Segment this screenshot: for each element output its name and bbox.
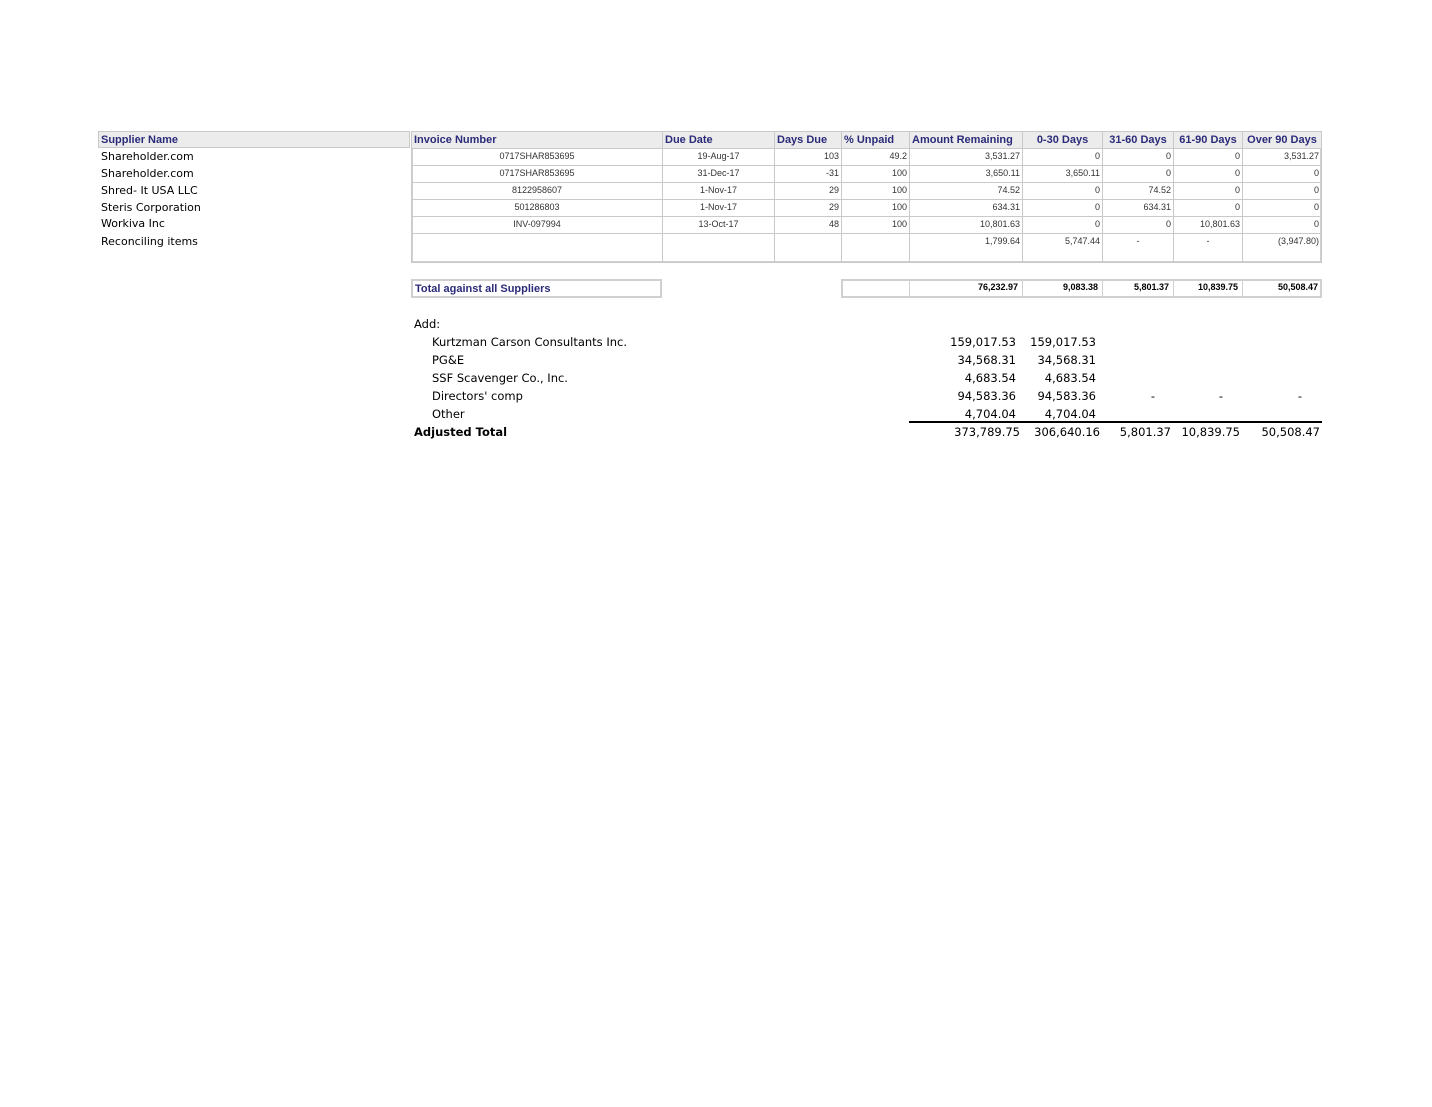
days-due-cell: 29 [774, 183, 841, 200]
adjusted-total-over-90-days: 50,508.47 [1261, 425, 1320, 439]
over-90-days-cell: 0 [1242, 217, 1322, 234]
invoice-number-cell: 501286803 [411, 200, 662, 217]
over-90-days-cell: 0 [1242, 166, 1322, 183]
add-item-days-61-90: - [1218, 389, 1223, 403]
invoice-number-cell: 8122958607 [411, 183, 662, 200]
amount-remaining-cell: 3,650.11 [909, 166, 1022, 183]
total-days-0-30: 9,083.38 [1022, 279, 1102, 298]
adjusted-total-amount: 373,789.75 [954, 425, 1020, 439]
due-date-cell: 1-Nov-17 [662, 200, 774, 217]
total-days-31-60: 5,801.37 [1102, 279, 1173, 298]
add-item-amount: 159,017.53 [950, 335, 1016, 349]
amount-remaining-cell: 634.31 [909, 200, 1022, 217]
add-item-amount: 4,683.54 [964, 371, 1016, 385]
days-31-60-cell: 0 [1102, 217, 1173, 234]
add-item-name: Directors' comp [432, 389, 523, 403]
pct-unpaid-header: % Unpaid [841, 131, 909, 149]
total-suppliers-label: Total against all Suppliers [411, 279, 662, 298]
supplier-name-cell: Shred- It USA LLC [101, 184, 198, 197]
over-90-days-cell: (3,947.80) [1242, 234, 1322, 263]
invoice-number-header: Invoice Number [411, 131, 662, 149]
add-item-over-90-days: - [1297, 389, 1302, 403]
over-90-days-cell: 0 [1242, 183, 1322, 200]
days-0-30-cell: 0 [1022, 183, 1102, 200]
days-61-90-cell: 0 [1173, 166, 1242, 183]
supplier-name-cell: Steris Corporation [101, 201, 201, 214]
amount-remaining-header: Amount Remaining [909, 131, 1022, 149]
supplier-name-cell: Shareholder.com [101, 150, 194, 163]
adjusted-total-days-61-90: 10,839.75 [1181, 425, 1240, 439]
pct-unpaid-cell [841, 234, 909, 263]
days-0-30-cell: 3,650.11 [1022, 166, 1102, 183]
days-31-60-cell: 634.31 [1102, 200, 1173, 217]
pct-unpaid-cell: 100 [841, 217, 909, 234]
due-date-cell: 1-Nov-17 [662, 183, 774, 200]
pct-unpaid-cell: 49.2 [841, 149, 909, 166]
days-61-90-header: 61-90 Days [1173, 131, 1242, 149]
add-item-amount: 34,568.31 [957, 353, 1016, 367]
days-61-90-cell: 0 [1173, 183, 1242, 200]
supplier-name-header: Supplier Name [98, 131, 410, 148]
pct-unpaid-cell: 100 [841, 200, 909, 217]
over-90-days-cell: 3,531.27 [1242, 149, 1322, 166]
add-item-amount: 94,583.36 [957, 389, 1016, 403]
over-90-days-cell: 0 [1242, 200, 1322, 217]
days-31-60-cell: 0 [1102, 149, 1173, 166]
days-61-90-cell: 0 [1173, 200, 1242, 217]
total-over-90-days: 50,508.47 [1242, 279, 1322, 298]
add-item-days-0-30: 94,583.36 [1037, 389, 1096, 403]
total-days-61-90: 10,839.75 [1173, 279, 1242, 298]
adjusted-total-label: Adjusted Total [414, 425, 508, 439]
add-item-days-0-30: 34,568.31 [1037, 353, 1096, 367]
days-due-header: Days Due [774, 131, 841, 149]
add-item-name: PG&E [432, 353, 465, 367]
adjusted-total-days-31-60: 5,801.37 [1119, 425, 1171, 439]
due-date-cell: 31-Dec-17 [662, 166, 774, 183]
days-61-90-cell: 0 [1173, 149, 1242, 166]
supplier-name-cell: Reconciling items [101, 235, 198, 248]
due-date-cell [662, 234, 774, 263]
over-90-days-header: Over 90 Days [1242, 131, 1322, 149]
amount-remaining-cell: 3,531.27 [909, 149, 1022, 166]
amount-remaining-cell: 74.52 [909, 183, 1022, 200]
add-item-days-0-30: 159,017.53 [1030, 335, 1096, 349]
add-item-name: Other [432, 407, 465, 421]
pct-unpaid-cell: 100 [841, 183, 909, 200]
add-item-name: SSF Scavenger Co., Inc. [432, 371, 568, 385]
days-31-60-cell: 0 [1102, 166, 1173, 183]
add-item-name: Kurtzman Carson Consultants Inc. [432, 335, 627, 349]
invoice-number-cell: 0717SHAR853695 [411, 149, 662, 166]
days-0-30-cell: 0 [1022, 149, 1102, 166]
days-0-30-header: 0-30 Days [1022, 131, 1102, 149]
add-label: Add: [414, 317, 441, 331]
due-date-cell: 13-Oct-17 [662, 217, 774, 234]
amount-remaining-cell: 1,799.64 [909, 234, 1022, 263]
days-31-60-cell: - [1102, 234, 1173, 263]
supplier-name-cell: Shareholder.com [101, 167, 194, 180]
days-due-cell [774, 234, 841, 263]
invoice-number-cell: 0717SHAR853695 [411, 166, 662, 183]
days-31-60-header: 31-60 Days [1102, 131, 1173, 149]
invoice-number-cell [411, 234, 662, 263]
add-item-days-0-30: 4,683.54 [1044, 371, 1096, 385]
due-date-cell: 19-Aug-17 [662, 149, 774, 166]
days-61-90-cell: - [1173, 234, 1242, 263]
days-due-cell: 48 [774, 217, 841, 234]
add-item-days-31-60: - [1150, 389, 1155, 403]
adjusted-total-rule [909, 421, 1322, 423]
invoice-number-cell: INV-097994 [411, 217, 662, 234]
total-amount-remaining: 76,232.97 [909, 279, 1022, 298]
adjusted-total-days-0-30: 306,640.16 [1034, 425, 1100, 439]
add-item-amount: 4,704.04 [964, 407, 1016, 421]
amount-remaining-cell: 10,801.63 [909, 217, 1022, 234]
days-due-cell: -31 [774, 166, 841, 183]
days-due-cell: 103 [774, 149, 841, 166]
days-31-60-cell: 74.52 [1102, 183, 1173, 200]
days-61-90-cell: 10,801.63 [1173, 217, 1242, 234]
days-due-cell: 29 [774, 200, 841, 217]
days-0-30-cell: 0 [1022, 200, 1102, 217]
days-0-30-cell: 0 [1022, 217, 1102, 234]
pct-unpaid-cell: 100 [841, 166, 909, 183]
days-0-30-cell: 5,747.44 [1022, 234, 1102, 263]
add-item-days-0-30: 4,704.04 [1044, 407, 1096, 421]
due-date-header: Due Date [662, 131, 774, 149]
supplier-name-cell: Workiva Inc [101, 217, 165, 230]
